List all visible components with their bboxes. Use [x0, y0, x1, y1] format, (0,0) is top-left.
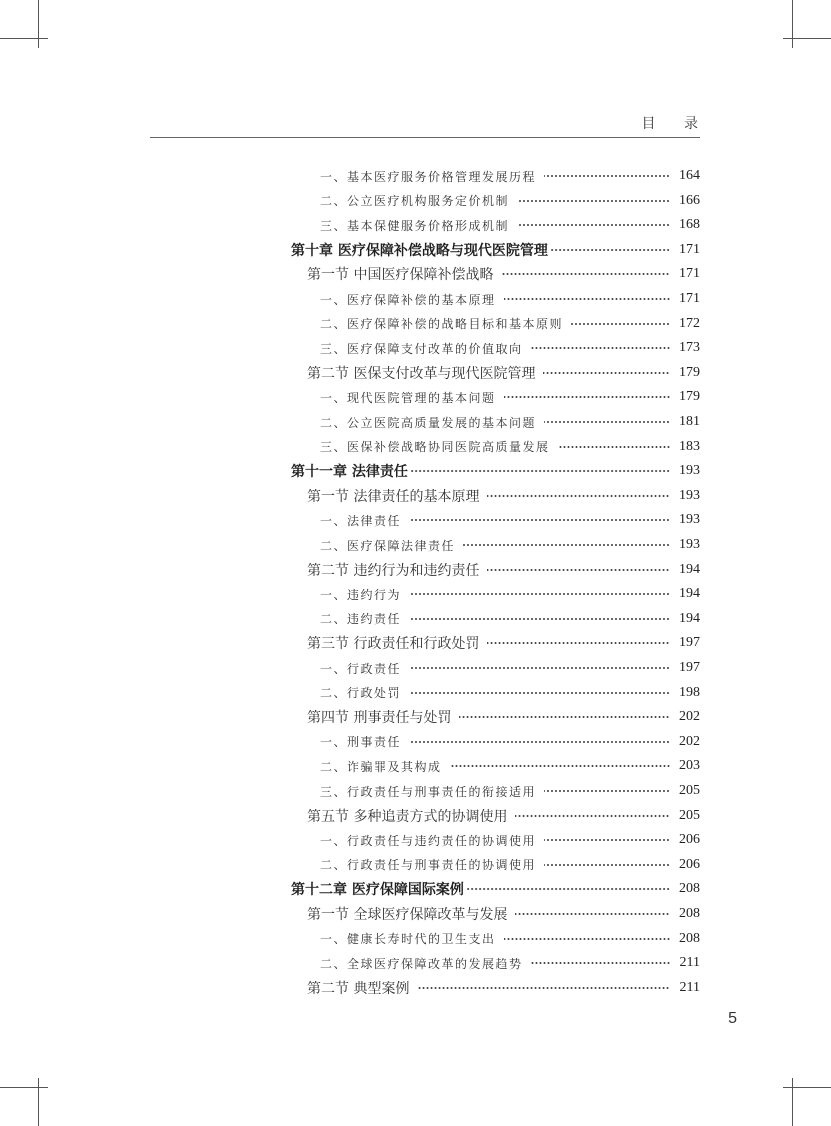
- header-rule: [150, 137, 700, 138]
- toc-item-row[interactable]: [320, 730, 700, 754]
- toc-section-row[interactable]: [307, 361, 700, 385]
- dot-leader: [558, 443, 670, 451]
- toc-item-row[interactable]: [320, 312, 700, 336]
- running-header: [150, 113, 710, 138]
- toc-entry-title: 二、行政处罚: [320, 686, 402, 701]
- dot-leader: [409, 590, 670, 598]
- toc-page-number: 206: [679, 832, 700, 848]
- toc-item-row[interactable]: [320, 336, 700, 360]
- dot-leader: [463, 541, 670, 549]
- toc-page-number: 193: [679, 537, 700, 552]
- dot-leader: [543, 369, 670, 377]
- toc-entry-title: 第十一章 法律责任: [291, 464, 408, 481]
- dot-leader: [504, 935, 670, 943]
- toc-entry-title: 第四节 刑事责任与处罚: [307, 710, 452, 727]
- dot-leader: [517, 221, 670, 229]
- toc-item-row[interactable]: [320, 927, 700, 951]
- toc-entry-title: 第十二章 医疗保障国际案例: [291, 882, 464, 899]
- dot-leader: [487, 566, 670, 574]
- toc-entry-title: 三、基本保健服务价格形成机制: [320, 218, 510, 233]
- toc-entry-title: 一、健康长寿时代的卫生支出: [320, 932, 496, 947]
- toc-page-number: 208: [679, 906, 700, 921]
- dot-leader: [409, 516, 670, 524]
- dot-leader: [531, 344, 670, 352]
- toc-chapter-row[interactable]: [291, 877, 700, 901]
- toc-item-row[interactable]: [320, 213, 700, 237]
- toc-entry-title: 第二节 违约行为和违约责任: [307, 562, 480, 579]
- toc-entry-title: 二、全球医疗保障改革的发展趋势: [320, 956, 523, 971]
- toc-page-number: 211: [679, 955, 700, 971]
- dot-leader: [544, 836, 670, 844]
- dot-leader: [544, 172, 670, 180]
- page-number: 5: [728, 1010, 737, 1027]
- dot-leader: [544, 418, 670, 426]
- dot-leader: [501, 270, 670, 278]
- toc-item-row[interactable]: [320, 681, 700, 705]
- toc-page-number: 183: [679, 438, 700, 454]
- toc-page-number: 179: [679, 389, 700, 405]
- toc-entry-title: 一、医疗保障补偿的基本原理: [320, 292, 496, 307]
- toc-page-number: 202: [679, 733, 700, 749]
- toc-entry-title: 一、刑事责任: [320, 735, 402, 750]
- toc-page-number: 181: [679, 414, 700, 429]
- toc-item-row[interactable]: [320, 533, 700, 557]
- toc-entry-title: 二、违约责任: [320, 612, 402, 627]
- toc-page-number: 179: [679, 364, 700, 380]
- toc-item-row[interactable]: [320, 410, 700, 434]
- toc-page-number: 194: [679, 586, 700, 602]
- dot-leader: [504, 393, 670, 401]
- toc-entry-title: 二、诈骗罪及其构成: [320, 759, 442, 774]
- toc-section-row[interactable]: [307, 804, 700, 828]
- toc-entry-title: 二、行政责任与刑事责任的协调使用: [320, 858, 537, 873]
- dot-leader: [417, 984, 670, 992]
- toc-entry-title: 二、公立医院高质量发展的基本问题: [320, 415, 537, 430]
- toc-entry-title: 二、医疗保障法律责任: [320, 538, 456, 553]
- toc-item-row[interactable]: [320, 656, 700, 680]
- toc-page-number: 193: [679, 487, 700, 503]
- header-title: 目 录: [641, 116, 710, 132]
- dot-leader: [409, 738, 670, 746]
- toc-item-row[interactable]: [320, 385, 700, 409]
- toc-page-number: 197: [679, 635, 700, 651]
- toc-page-number: 198: [679, 684, 700, 700]
- toc-entry-title: 二、公立医疗机构服务定价机制: [320, 194, 510, 209]
- dot-leader: [550, 246, 670, 254]
- toc-entry-title: 一、行政责任与违约责任的协调使用: [320, 833, 537, 848]
- dot-leader: [409, 664, 670, 672]
- toc-page-number: 208: [679, 930, 700, 946]
- toc-item-row[interactable]: [320, 287, 700, 311]
- toc-section-row[interactable]: [307, 705, 700, 729]
- toc-page-number: 164: [679, 168, 700, 183]
- dot-leader: [487, 639, 670, 647]
- toc-item-row[interactable]: [320, 951, 700, 975]
- toc-entry-title: 第一节 中国医疗保障补偿战略: [307, 267, 494, 284]
- toc-page-number: 208: [679, 881, 700, 897]
- toc-page-number: 193: [679, 463, 700, 479]
- toc-entry-title: 第五节 多种追责方式的协调使用: [307, 808, 508, 825]
- toc-chapter-row[interactable]: [291, 459, 700, 483]
- toc-entry-title: 第二节 医保支付改革与现代医院管理: [307, 365, 536, 382]
- toc-page-number: 205: [679, 783, 700, 798]
- toc-page-number: 171: [679, 291, 700, 306]
- toc-page-number: 203: [679, 758, 700, 774]
- toc-entry-title: 一、现代医院管理的基本问题: [320, 390, 496, 405]
- dot-leader: [409, 615, 670, 623]
- toc-entry-title: 二、医疗保障补偿的战略目标和基本原则: [320, 317, 564, 332]
- toc-page-number: 205: [679, 807, 700, 823]
- dot-leader: [459, 713, 670, 721]
- toc-page-number: 166: [679, 192, 700, 208]
- toc-entry-title: 一、违约行为: [320, 587, 402, 602]
- toc-page-number: 173: [679, 340, 700, 356]
- toc-page-number: 171: [679, 266, 700, 282]
- dot-leader: [544, 787, 670, 795]
- dot-leader: [515, 910, 670, 918]
- toc-section-row[interactable]: [307, 902, 700, 926]
- dot-leader: [466, 885, 670, 893]
- toc-item-row[interactable]: [320, 828, 700, 852]
- toc-page-number: 202: [679, 709, 700, 725]
- dot-leader: [517, 197, 670, 205]
- dot-leader: [504, 295, 670, 303]
- toc-item-row[interactable]: [320, 582, 700, 606]
- toc-section-row[interactable]: [307, 631, 700, 655]
- toc-entry-title: 第一节 法律责任的基本原理: [307, 488, 480, 505]
- toc-entry-title: 一、行政责任: [320, 661, 402, 676]
- toc-page-number: 194: [679, 561, 700, 577]
- dot-leader: [450, 762, 670, 770]
- toc-page-number: 172: [679, 315, 700, 331]
- toc-page-number: 197: [679, 660, 700, 675]
- toc-page-number: 194: [679, 610, 700, 626]
- toc-entry-title: 三、行政责任与刑事责任的衔接适用: [320, 784, 537, 799]
- toc-entry-title: 第一节 全球医疗保障改革与发展: [307, 907, 508, 923]
- toc-entry-title: 第二节 典型案例: [307, 980, 410, 997]
- toc-page-number: 171: [679, 241, 700, 257]
- toc-page-number: 211: [679, 979, 700, 995]
- toc-item-row[interactable]: [320, 435, 700, 459]
- toc-entry-title: 三、医保补偿战略协同医院高质量发展: [320, 440, 550, 455]
- dot-leader: [410, 467, 670, 475]
- dot-leader: [515, 812, 670, 820]
- toc-section-row[interactable]: [307, 558, 700, 582]
- toc-page-number: 168: [679, 217, 700, 233]
- toc-entry-title: 一、基本医疗服务价格管理发展历程: [320, 169, 537, 184]
- toc-item-row[interactable]: [320, 189, 700, 213]
- toc-item-row[interactable]: [320, 607, 700, 631]
- toc-section-row[interactable]: [307, 484, 700, 508]
- dot-leader: [571, 320, 670, 328]
- dot-leader: [409, 689, 670, 697]
- toc-item-row[interactable]: [320, 779, 700, 803]
- toc-item-row[interactable]: [320, 164, 700, 188]
- toc-entry-title: 第十章 医疗保障补偿战略与现代医院管理: [291, 242, 548, 259]
- toc-item-row[interactable]: [320, 853, 700, 877]
- toc-item-row[interactable]: [320, 754, 700, 778]
- toc-page-number: 193: [679, 512, 700, 528]
- toc-section-row[interactable]: [307, 262, 700, 286]
- dot-leader: [544, 861, 670, 869]
- toc-entry-title: 一、法律责任: [320, 513, 402, 528]
- toc-chapter-row[interactable]: [291, 238, 700, 262]
- toc-section-row[interactable]: [307, 976, 700, 1000]
- toc-entry-title: 第三节 行政责任和行政处罚: [307, 636, 480, 653]
- toc-page-number: 206: [679, 856, 700, 872]
- toc-entry-title: 三、医疗保障支付改革的价值取向: [320, 341, 523, 356]
- dot-leader: [487, 492, 670, 500]
- toc-item-row[interactable]: [320, 508, 700, 532]
- dot-leader: [531, 959, 670, 967]
